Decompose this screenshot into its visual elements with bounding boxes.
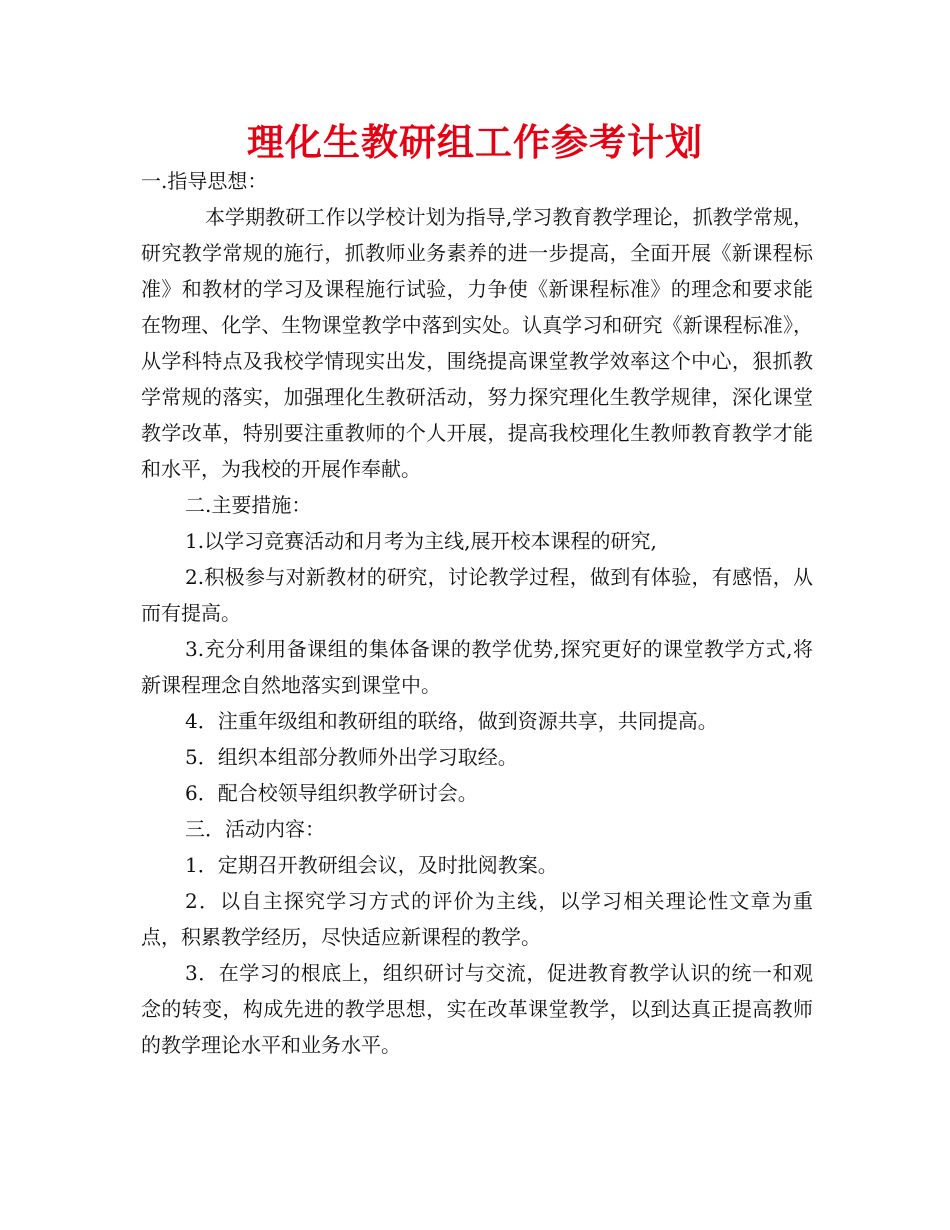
paragraph-guiding-thought: 本学期教研工作以学校计划为指导,学习教育教学理论，抓教学常规，研究教学常规的施行，抓教师业务素养的进一步提高，全面开展《新课程标准》和教材的学习及课程施行试验，力争使《新课程标准》的理念和要求能在物理、化学、生物课堂教学中落到实处。认真学习和研究《新课程标准》，从学科特点及我校学情现实出发，围绕提高课堂教学效率这个中心，狠抓教学常规的落实，加强理化生教研活动，努力探究理化生教学规律，深化课堂教学改革，特别要注重教师的个人开展，提高我校理化生教师教育教学才能和水平，为我校的开展作奉献。 <box>141 205 813 481</box>
document-title: 理化生教研组工作参考计划 <box>247 121 703 164</box>
measure-item-1: 1.以学习竞赛活动和月考为主线,展开校本课程的研究, <box>185 529 657 553</box>
measure-item-2: 2.积极参与对新教材的研究，讨论教学过程，做到有体验，有感悟，从而有提高。 <box>141 565 813 625</box>
measure-item-5: 5．组织本组部分教师外出学习取经。 <box>185 745 518 769</box>
activity-item-2: 2．以自主探究学习方式的评价为主线，以学习相关理论性文章为重点，积累教学经历，尽快适应新课程的教学。 <box>141 889 813 949</box>
measure-item-6: 6．配合校领导组织教学研讨会。 <box>185 781 478 805</box>
section-heading-guiding-thought: 一.指导思想： <box>141 169 268 193</box>
document-body <box>141 163 813 1063</box>
measure-item-3: 3.充分利用备课组的集体备课的教学优势,探究更好的课堂教学方式,将新课程理念自然地落实到课堂中。 <box>141 637 813 697</box>
activity-item-1: 1．定期召开教研组会议，及时批阅教案。 <box>185 853 558 877</box>
section-heading-main-measures: 二.主要措施： <box>185 493 312 517</box>
activity-item-3: 3．在学习的根底上，组织研讨与交流，促进教育教学认识的统一和观念的转变，构成先进的教学思想，实在改革课堂教学，以到达真正提高教师的教学理论水平和业务水平。 <box>141 961 813 1057</box>
measure-item-4: 4．注重年级组和教研组的联络，做到资源共享，共同提高。 <box>185 709 718 733</box>
section-heading-activities: 三．活动内容： <box>185 817 325 841</box>
